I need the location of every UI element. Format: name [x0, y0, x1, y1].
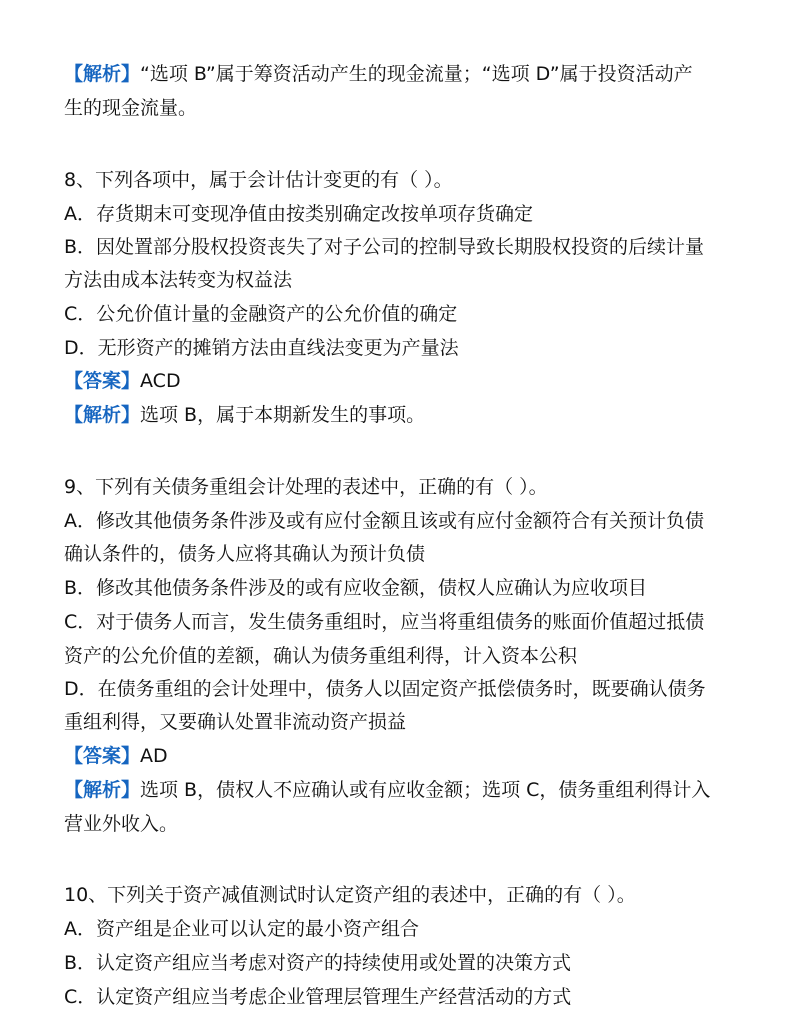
q9-option-c-cont: 资产的公允价值的差额，确认为债务重组利得，计入资本公积 — [64, 645, 578, 667]
q10-stem: 10、下列关于资产减值测试时认定资产组的表述中，正确的有（ ）。 — [64, 884, 636, 906]
q9-option-a-cont: 确认条件的，债务人应将其确认为预计负债 — [64, 543, 426, 565]
q8-stem: 8、下列各项中，属于会计估计变更的有（ ）。 — [64, 169, 453, 191]
analysis-text: 选项 B，属于本期新发生的事项。 — [140, 404, 426, 426]
answer-tag: 【答案】 — [64, 370, 141, 392]
q8-analysis-line — [64, 401, 740, 429]
q8-answer-line — [64, 367, 740, 395]
answer-text: AD — [140, 745, 168, 767]
q9-analysis-line — [64, 776, 740, 804]
q9-answer-line — [64, 742, 740, 770]
q9-option-d-cont: 重组利得，又要确认处置非流动资产损益 — [64, 711, 407, 733]
prev-analysis-line-cont: 生的现金流量。 — [64, 97, 198, 119]
q9-analysis-line-cont: 营业外收入。 — [64, 813, 179, 835]
q10-option-c: C．认定资产组应当考虑企业管理层管理生产经营活动的方式 — [64, 986, 572, 1008]
q8-option-a: A．存货期末可变现净值由按类别确定改按单项存货确定 — [64, 203, 533, 225]
q9-option-b: B．修改其他债务条件涉及的或有应收金额，债权人应确认为应收项目 — [64, 577, 648, 599]
analysis-tag: 【解析】 — [64, 404, 141, 426]
q8-option-c: C．公允价值计量的金融资产的公允价值的确定 — [64, 303, 458, 325]
prev-analysis-line — [64, 60, 740, 88]
analysis-text: 选项 B，债权人不应确认或有应收金额；选项 C，债务重组利得计入 — [140, 779, 711, 801]
q9-option-c: C．对于债务人而言，发生债务重组时，应当将重组债务的账面价值超过抵债 — [64, 611, 705, 633]
q10-option-b: B．认定资产组应当考虑对资产的持续使用或处置的决策方式 — [64, 952, 572, 974]
analysis-tag: 【解析】 — [64, 779, 141, 801]
q9-option-d: D．在债务重组的会计处理中，债务人以固定资产抵偿债务时，既要确认债务 — [64, 678, 706, 700]
q10-option-a: A．资产组是企业可以认定的最小资产组合 — [64, 918, 419, 940]
q9-stem: 9、下列有关债务重组会计处理的表述中，正确的有（ ）。 — [64, 476, 548, 498]
analysis-text: “选项 B”属于筹资活动产生的现金流量；“选项 D”属于投资活动产 — [140, 63, 693, 85]
answer-text: ACD — [140, 370, 181, 392]
q8-option-b-cont: 方法由成本法转变为权益法 — [64, 269, 293, 291]
answer-tag: 【答案】 — [64, 745, 141, 767]
analysis-tag: 【解析】 — [64, 63, 141, 85]
q8-option-d: D．无形资产的摊销方法由直线法变更为产量法 — [64, 337, 459, 359]
q9-option-a: A．修改其他债务条件涉及或有应付金额且该或有应付金额符合有关预计负债 — [64, 510, 704, 532]
q8-option-b: B．因处置部分股权投资丧失了对子公司的控制导致长期股权投资的后续计量 — [64, 236, 705, 258]
